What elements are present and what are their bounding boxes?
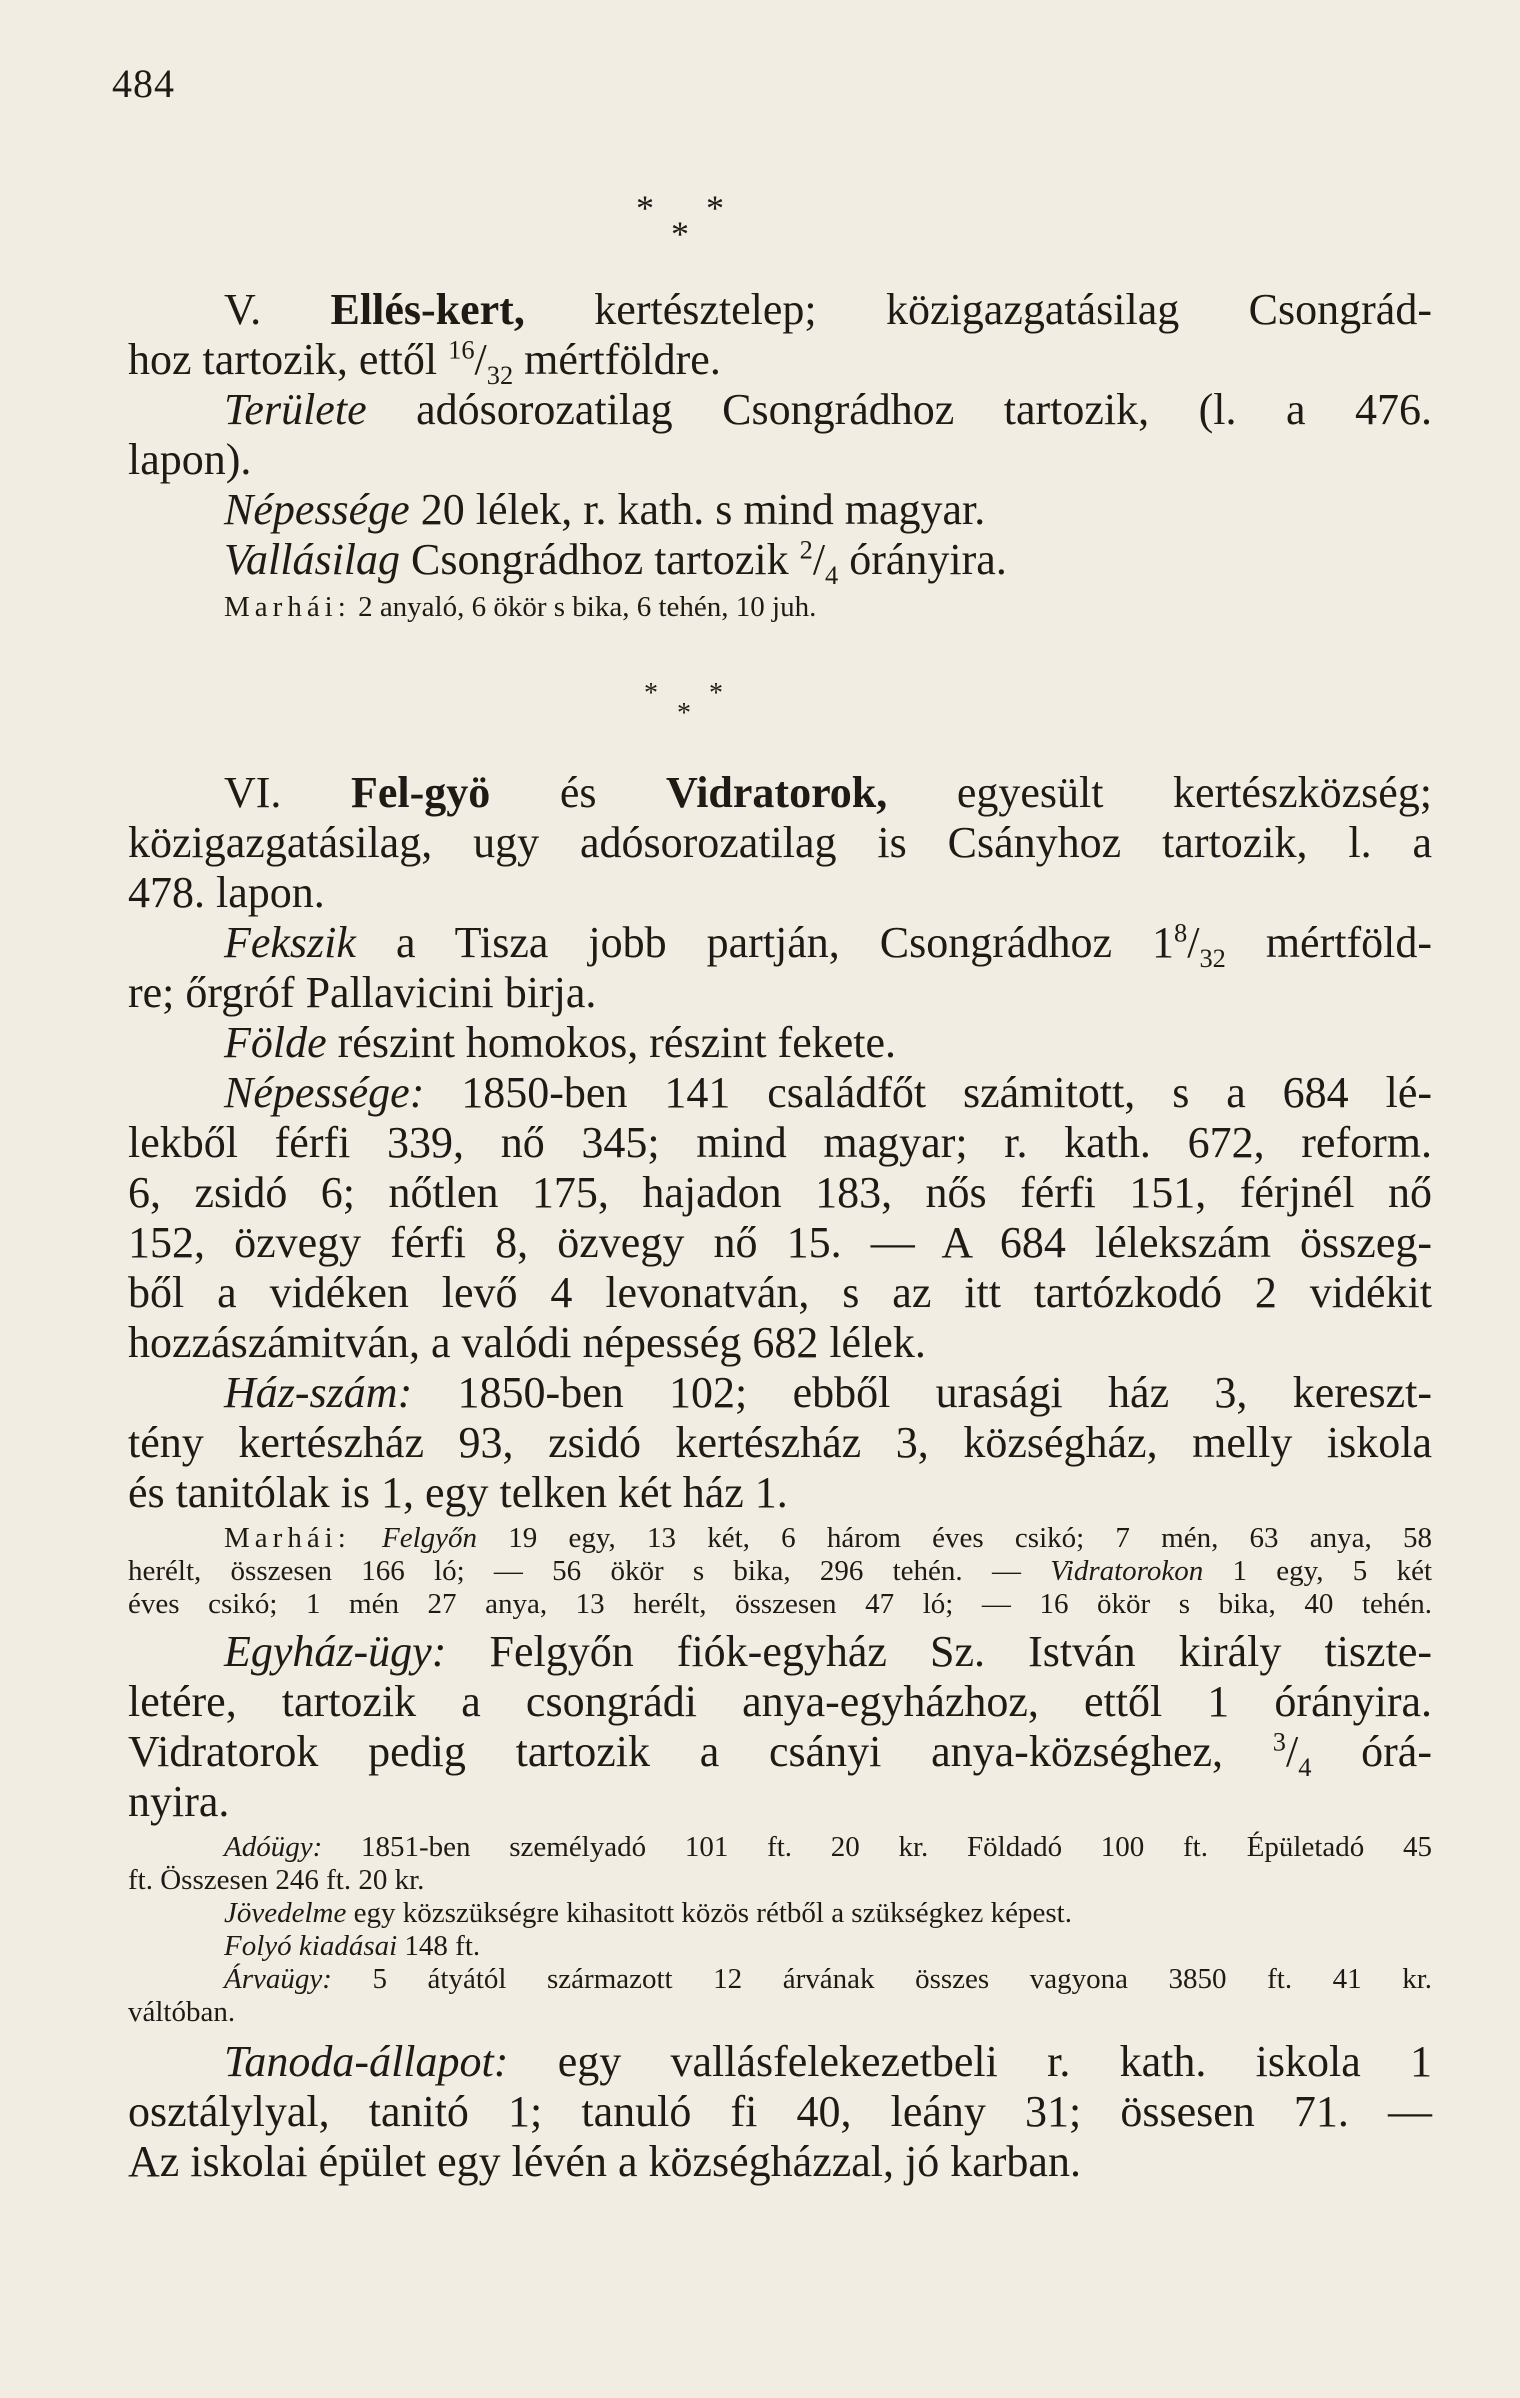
- small-text-line: Adóügy: 1851-ben személyadó 101 ft. 20 kr. Földadó 100 ft. Épületadó 45: [224, 1831, 1432, 1863]
- text-line: VI. Fel-gyö és Vidratorok, egyesült kertészközség;: [224, 768, 1433, 817]
- section-separator: * * *: [644, 678, 723, 729]
- text-line: hoz tartozik, ettől $^{16}/_{32}$ mértföldre.: [128, 334, 721, 390]
- text-line: Egyház-ügy: Felgyőn fiók-egyház Sz. István király tiszte-: [224, 1627, 1432, 1676]
- livestock-line: éves csikó; 1 mén 27 anya, 13 herélt, összesen 47 ló; — 16 ökör s bika, 40 tehén.: [128, 1588, 1432, 1620]
- text-line: Ház-szám: 1850-ben 102; ebből urasági ház 3, kereszt-: [224, 1368, 1432, 1417]
- text-line: Az iskolai épület egy lévén a községházzal, jó karban.: [128, 2137, 1081, 2186]
- text-line: lekből férfi 339, nő 345; mind magyar; r. kath. 672, reform.: [128, 1118, 1432, 1167]
- small-text-line: váltóban.: [128, 1996, 236, 2028]
- text-line: ből a vidéken levő 4 levonatván, s az itt tartózkodó 2 vidékit: [128, 1268, 1432, 1317]
- text-line: Népessége: 1850-ben 141 családfőt számitott, s a 684 lé-: [224, 1068, 1432, 1117]
- small-text-line: Folyó kiadásai 148 ft.: [224, 1930, 481, 1962]
- section-separator: * * *: [636, 188, 724, 254]
- text-line: és tanitólak is 1, egy telken két ház 1.: [128, 1468, 788, 1517]
- text-line: 6, zsidó 6; nőtlen 175, hajadon 183, nős férfi 151, férjnél nő: [128, 1168, 1432, 1217]
- livestock-line: Marhái: 2 anyaló, 6 ökör s bika, 6 tehén, 10 juh.: [224, 591, 817, 623]
- text-line: hozzászámitván, a valódi népesség 682 lélek.: [128, 1318, 926, 1367]
- text-line: 152, özvegy férfi 8, özvegy nő 15. — A 684 lélekszám összeg-: [128, 1218, 1432, 1267]
- text-line: 478. lapon.: [128, 868, 325, 917]
- text-line: Vidratorok pedig tartozik a csányi anya-községhez, $^3/_4$ órá-: [128, 1726, 1432, 1782]
- text-line: Fekszik a Tisza jobb partján, Csongrádhoz $1^8/_{32}$ mértföld-: [224, 917, 1432, 973]
- text-line: nyira.: [128, 1777, 230, 1826]
- text-line: Vallásilag Csongrádhoz tartozik $^2/_4$ órányira.: [224, 534, 1007, 590]
- text-line: Tanoda-állapot: egy vallásfelekezetbeli r. kath. iskola 1: [224, 2037, 1432, 2086]
- text-line: tény kertészház 93, zsidó kertészház 3, községház, melly iskola: [128, 1418, 1432, 1467]
- text-line: lapon).: [128, 435, 252, 484]
- section-elles-kert: [128, 285, 1432, 624]
- text-line: re; őrgróf Pallavicini birja.: [128, 968, 597, 1017]
- small-text-line: ft. Összesen 246 ft. 20 kr.: [128, 1864, 425, 1896]
- small-text-line: Árvaügy: 5 átyától származott 12 árvának összes vagyona 3850 ft. 41 kr.: [224, 1963, 1432, 1995]
- text-line: letére, tartozik a csongrádi anya-egyházhoz, ettől 1 órányira.: [128, 1677, 1432, 1726]
- text-line: osztálylyal, tanitó 1; tanuló fi 40, leány 31; össesen 71. —: [128, 2087, 1432, 2136]
- text-line: V. Ellés-kert, kertésztelep; közigazgatásilag Csongrád-: [224, 285, 1432, 334]
- text-line: Földe részint homokos, részint fekete.: [224, 1018, 897, 1067]
- livestock-line: herélt, összesen 166 ló; — 56 ökör s bika, 296 tehén. — Vidratorokon 1 egy, 5 két: [128, 1555, 1432, 1587]
- section-fel-gyo-vidratorok: [128, 768, 1432, 2187]
- livestock-line: Marhái: Felgyőn 19 egy, 13 két, 6 három éves csikó; 7 mén, 63 anya, 58: [224, 1522, 1432, 1554]
- text-line: Népessége 20 lélek, r. kath. s mind magyar.: [224, 485, 986, 534]
- small-text-line: Jövedelme egy közszükségre kihasitott közös rétből a szükségkez képest.: [224, 1897, 1072, 1929]
- text-line: közigazgatásilag, ugy adósorozatilag is Csányhoz tartozik, l. a: [128, 818, 1432, 867]
- text-line: Területe adósorozatilag Csongrádhoz tartozik, (l. a 476.: [224, 385, 1432, 434]
- page-number: 484: [112, 61, 175, 106]
